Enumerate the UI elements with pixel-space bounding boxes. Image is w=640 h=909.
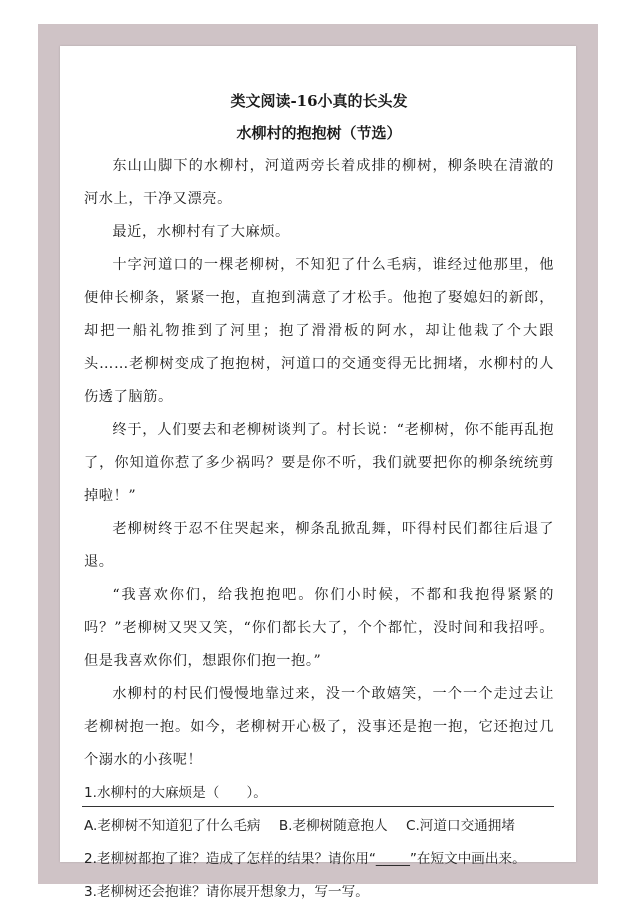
question-2-text-start: 2.老柳树都抱了谁？造成了怎样的结果？请你用“ [84,851,376,867]
option-a: A.老柳树不知道犯了什么毛病 [84,818,261,834]
worksheet-title: 类文阅读-16小真的长头发 [230,92,408,110]
question-3: 3.老柳树还会抱谁？请你展开想象力，写一写。 [84,884,369,900]
page-frame [38,24,598,900]
worksheet [60,46,576,900]
question-1-options [84,810,554,843]
paragraph-7: 水柳村的村民们慢慢地靠过来，没一个敢嬉笑，一个一个走过去让老柳树抱一抱。如今，老柳树开心极了，没事还是抱一抱，它还抱过几个溺水的小孩呢！ [84,686,554,768]
option-b: B.老柳树随意抱人 [278,818,388,834]
paragraph-6: “我喜欢你们，给我抱抱吧。你们小时候，不都和我抱得紧紧的吗？”老柳树又哭又笑，“你们都长大了，个个都忙，没时间和我招呼。但是我喜欢你们，想跟你们抱一抱。” [84,587,554,669]
question-2 [84,843,554,876]
underline-mark: _____ [375,851,410,867]
paragraph-3: 十字河道口的一棵老柳树，不知犯了什么毛病，谁经过他那里，他便伸长柳条，紧紧一抱，直抱到满意了才松手。他抱了娶媳妇的新郎，却把一船礼物推到了河里；抱了滑滑板的阿水，却让他栽了个大跟头……老柳树变成了抱抱树，河道口的交通变得无比拥堵，水柳村的人伤透了脑筋。 [84,257,554,405]
paragraph-4: 终于，人们要去和老柳树谈判了。村长说：“老柳树，你不能再乱抱了，你知道你惹了多少祸吗？要是你不听，我们就要把你的柳条统统剪掉啦！” [84,422,554,504]
paragraph-5: 老柳树终于忍不住哭起来，柳条乱掀乱舞，吓得村民们都往后退了退。 [84,521,554,570]
question-1: 1.水柳村的大麻烦是（ ）。 [84,785,267,801]
question-2-text-end: ”在短文中画出来。 [409,851,526,867]
answer-line[interactable] [82,806,554,807]
option-c: C.河道口交通拥堵 [405,818,515,834]
paragraph-2: 最近，水柳村有了大麻烦。 [112,224,290,240]
passage-title: 水柳村的抱抱树（节选） [236,124,402,142]
worksheet-content [84,88,554,909]
paragraph-1: 东山山脚下的水柳村，河道两旁长着成排的柳树，柳条映在清澈的河水上，干净又漂亮。 [84,158,554,207]
